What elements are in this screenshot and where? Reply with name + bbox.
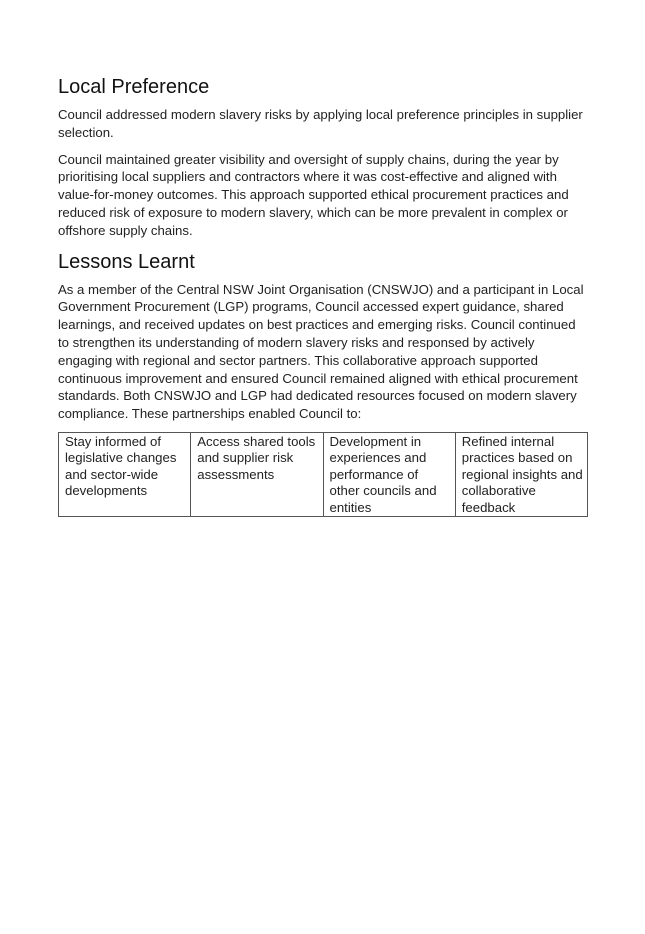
table-row [59,432,588,516]
table-cell: Development in experiences and performance of other councils and entities [323,432,455,516]
heading-local-preference: Local Preference [58,76,210,98]
heading-lessons-learnt: Lessons Learnt [58,250,195,273]
outcomes-table [58,432,588,517]
table-cell: Stay informed of legislative changes and sector-wide developments [59,432,191,516]
document-page [58,74,588,517]
paragraph-lessons-learnt: As a member of the Central NSW Joint Organisation (CNSWJO) and a participant in Local Government Procurement (LGP) programs, Council accessed expert guidance, shared learnings, and received updates on best practices and emerging risks. Council continued to strengthen its understanding of modern slavery risks and responsed by actively engaging with regional and sector partners. This collaborative approach supported continuous improvement and ensured Council remained aligned with ethical procurement standards. Both CNSWJO and LGP had dedicated resources focused on modern slavery compliance. These partnerships enabled Council to: [58,281,584,422]
table-cell: Access shared tools and supplier risk assessments [191,432,323,516]
paragraph-local-preference-2: Council maintained greater visibility and oversight of supply chains, during the year by prioritising local suppliers and contractors where it was cost-effective and aligned with value-for-money outcomes. This approach supported ethical procurement practices and reduced risk of exposure to modern slavery, which can be more prevalent in complex or offshore supply chains. [58,151,569,238]
table-cell: Refined internal practices based on regional insights and collaborative feedback [455,432,587,516]
paragraph-local-preference-1: Council addressed modern slavery risks by applying local preference principles in supplier selection. [58,107,583,140]
